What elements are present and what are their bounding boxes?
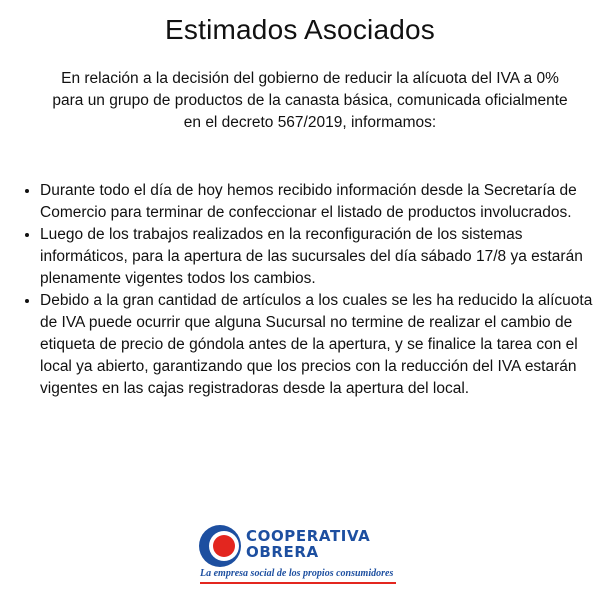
logo-tagline: La empresa social de los propios consumidores (200, 568, 394, 579)
logo-underline-decoration (200, 582, 396, 584)
logo-wordmark (246, 528, 370, 560)
list-item: • Debido a la gran cantidad de artículos a los cuales se les ha reducido la alícuota de IVA puede ocurrir que alguna Sucursal no termine de realizar el cambio de etiqueta de precio de góndola antes de la apertura, y se finalice la tarea con el local ya abierto, garantizando que los precios con la reducción del IVA estarán vigentes en las cajas registradoras desde la apertura del local. (40, 290, 600, 400)
logo-name-line2: OBRERA (246, 543, 319, 561)
page-title: Estimados Asociados (165, 14, 435, 45)
cooperativa-obrera-logo (196, 522, 406, 588)
cooperativa-logo-icon (198, 524, 242, 568)
intro-paragraph: En relación a la decisión del gobierno de reducir la alícuota del IVA a 0% para un grupo de productos de la canasta básica, comunicada oficialmente en el decreto 567/2019, informamos: (52, 70, 568, 131)
list-item: • Luego de los trabajos realizados en la reconfiguración de los sistemas informáticos, para la apertura de las sucursales del día sábado 17/8 ya estarán plenamente vigentes todos los cambios. (40, 224, 600, 290)
announcement-list (20, 180, 600, 400)
list-item: • Durante todo el día de hoy hemos recibido información desde la Secretaría de Comercio para terminar de confeccionar el listado de productos involucrados. (40, 180, 600, 224)
logo-name-line1: COOPERATIVA (246, 527, 371, 545)
